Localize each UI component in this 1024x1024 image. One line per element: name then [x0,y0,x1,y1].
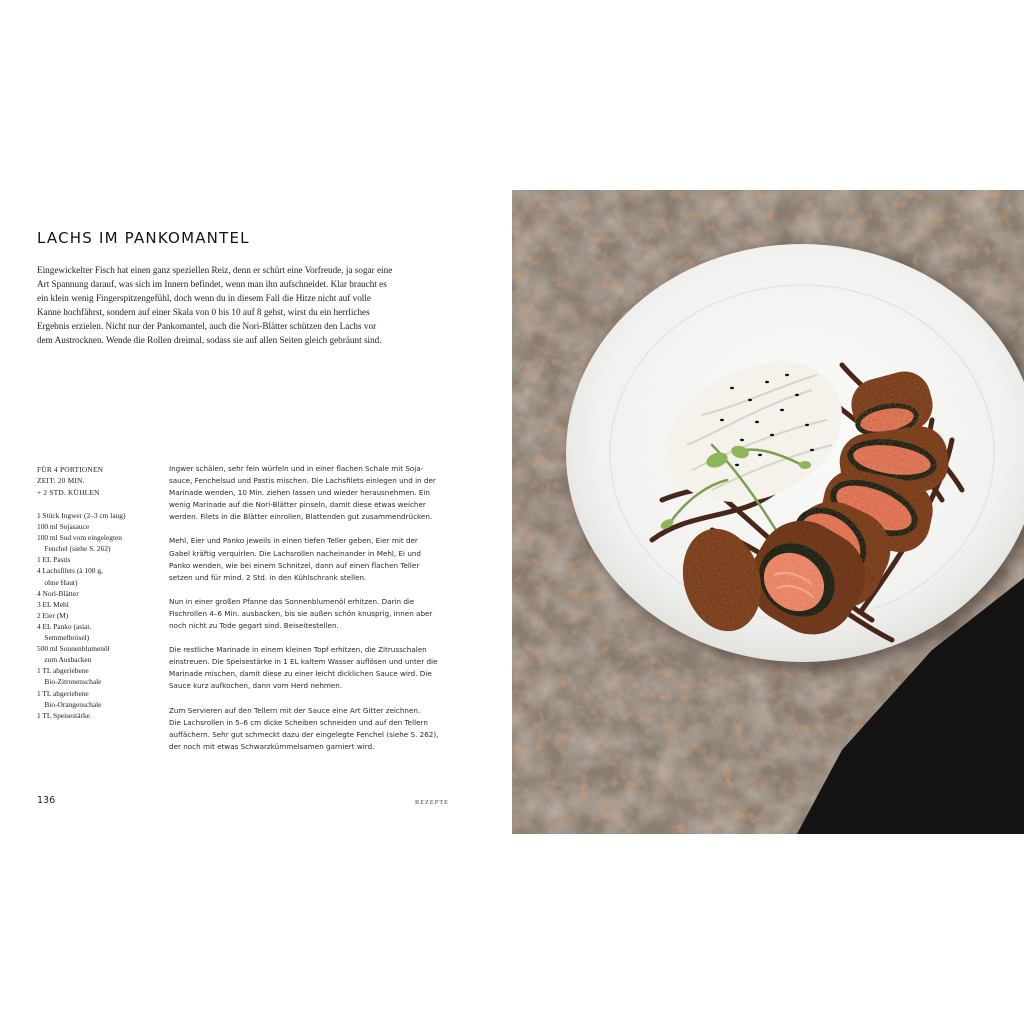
method-step: Nun in einer großen Pfanne das Sonnenblumenöl erhitzen. Darin die Fischrollen 4–6 Min. ausbacken, bis sie außen schön knusprig, innen aber noch nicht zu Tode gegart sind. Beiseitestellen. [169,596,433,631]
ingredient-item: Bio-Orangenschale [37,699,102,709]
ingredient-item: 4 EL Panko (asiat. [37,621,92,631]
ingredient-item: 100 ml Sud vom eingelegten [37,533,122,543]
method-step: Ingwer schälen, sehr fein würfeln und in einer flachen Schale mit Soja- sauce, Fenchelsud und Pastis mischen. Die Lachsfilets einlegen und in der Marinade wenden, 10 Min. ziehen lassen und wieder herausnehmen. Ein wenig Marinade auf die Nori-Blätter pinseln, damit diese etwas weicher werden. Filets in die Blätter einrollen, Blattenden gut zusammendrücken. [169,464,436,522]
ingredient-list [37,510,162,721]
ingredient-item: 1 EL Pastis [37,555,71,565]
method-step: Mehl, Eier und Panko jeweils in einen tiefen Teller geben, Eier mit der Gabel kräftig verquirlen. Die Lachsrollen nacheinander in Mehl, Ei und Panko wenden, wie bei einem Schnitzel, dann auf einen flachen Teller setzen und für mind. 2 Std. in den Kühlschrank stellen. [169,536,421,582]
ingredient-item: 100 ml Sojasauce [37,522,90,532]
section-label: REZEPTE [415,799,449,806]
ingredient-item: 4 Lachsfilets (à 100 g, [37,566,103,576]
prep-time: ZEIT: 20 MIN. [37,476,85,486]
page-number: 136 [37,795,56,806]
ingredient-item: zum Ausbacken [37,655,92,665]
ingredient-item: 1 Stück Ingwer (2–3 cm lang) [37,511,126,520]
ingredient-item: 1 TL Speisestärke [37,710,90,720]
ingredient-item: 1 TL abgeriebene [37,666,89,676]
method-steps [169,463,449,765]
method-step: Die restliche Marinade in einem kleinen Topf erhitzen, die Zitrusschalen einstreuen. Die Speisestärke in 1 EL kaltem Wasser auflösen und unter die Marinade mischen, damit diese zu einer leicht dicklichen Sauce wird. Die Sauce kurz aufkochen, dann vom Herd nehmen. [169,645,438,691]
ingredient-item: 500 ml Sonnenblumenöl [37,644,110,654]
recipe-title: LACHS IM PANKOMANTEL [37,229,250,247]
dish-photo [512,190,1024,834]
ingredient-item: 1 TL abgeriebene [37,688,89,698]
ingredient-item: 2 Eier (M) [37,610,69,620]
ingredient-item: Fenchel (siehe S. 262) [37,544,111,554]
ingredient-item: ohne Haut) [37,577,78,587]
ingredient-item: Semmelbrösel) [37,633,90,643]
ingredient-item: 3 EL Mehl [37,599,69,609]
recipe-meta [37,464,157,498]
portions: FÜR 4 PORTIONEN [37,465,104,474]
chill-time: + 2 STD. KÜHLEN [37,487,100,497]
recipe-intro: Eingewickelter Fisch hat einen ganz speziellen Reiz, denn er schürt eine Vorfreude, ja sogar eine Art Spannung darauf, was sich im Innern befindet, wenn man ihn aufschneidet. Klar braucht es ein klein wenig Fingerspitzengefühl, doch wenn du in diesem Fall die Hitze nicht auf volle Kanne hochfährst, sondern auf einer Skala von 0 bis 10 auf 8 gehst, wirst du ein herrliches Ergebnis erzielen. Nicht nur der Pankomantel, auch die Nori-Blätter schützen den Lachs vor dem Austrocknen. Wende die Rollen dreimal, sodass sie auf allen Seiten gleich gebräunt sind. [37,265,393,345]
ingredient-item: 4 Nori-Blätter [37,588,79,598]
method-step: Zum Servieren auf den Tellern mit der Sauce eine Art Gitter zeichnen. Die Lachsrollen in 5–6 cm dicke Scheiben schneiden und auf den Tellern auffächern. Sehr gut schmeckt dazu der eingelegte Fenchel (siehe S. 262), der noch mit etwas Schwarzkümmelsamen garniert wird. [169,705,439,751]
ingredient-item: Bio-Zitronenschale [37,677,102,687]
